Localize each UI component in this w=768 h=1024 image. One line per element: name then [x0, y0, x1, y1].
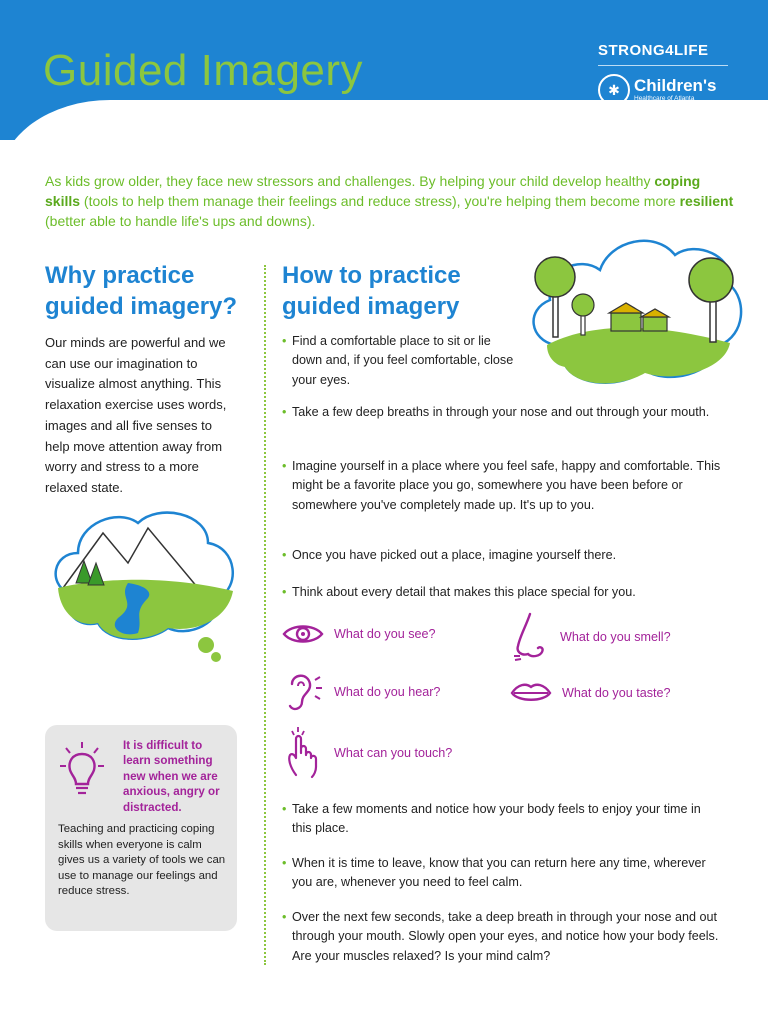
how-section-title: How to practice guided imagery	[282, 262, 461, 320]
list-item: • Once you have picked out a place, imagine yourself there.	[282, 546, 722, 565]
list-item: • Take a few deep breaths in through your nose and out through your mouth.	[282, 403, 722, 422]
logo-children-text: Children's	[634, 76, 717, 95]
intro-text-3: (better able to handle life's ups and downs).	[45, 213, 316, 229]
strong4life-logo	[598, 42, 728, 106]
park-illustration	[525, 225, 745, 395]
list-item: • Take a few moments and notice how your body feels to enjoy your time in this place.	[282, 800, 722, 839]
intro-bold-coping: coping skills	[45, 173, 701, 209]
lips-icon	[510, 680, 552, 706]
sense-smell-label: What do you smell?	[560, 630, 671, 644]
list-item: • When it is time to leave, know that you can return here any time, wherever you are, whenever you need to feel calm.	[282, 854, 722, 893]
column-divider	[264, 265, 266, 965]
eye-icon	[282, 622, 324, 646]
sense-taste-label: What do you taste?	[562, 686, 671, 700]
logo-mark-icon: ✱	[598, 74, 630, 106]
mountain-illustration	[48, 503, 238, 663]
logo-sub-text: Healthcare of Atlanta	[634, 95, 695, 102]
intro-text-1: As kids grow older, they face new stressors and challenges. By helping your child develop healthy	[45, 173, 655, 189]
tip-bold-text: It is difficult to learn something new when we are anxious, angry or distracted.	[123, 739, 220, 814]
tip-body-text: Teaching and practicing coping skills when everyone is calm gives us a variety of tools we can use to manage our feelings and reduce stress.	[58, 823, 226, 898]
list-item: • Imagine yourself in a place where you feel safe, happy and comfortable. This might be a favorite place you go, somewhere you have been before or somewhere you've completely made up. It's up to you.	[282, 457, 722, 515]
sense-smell	[510, 612, 671, 662]
why-section-title: Why practice guided imagery?	[45, 262, 238, 320]
sense-hear-label: What do you hear?	[334, 685, 441, 699]
intro-bold-resilient: resilient	[679, 193, 734, 209]
list-item: • Think about every detail that makes this place special for you.	[282, 583, 722, 602]
childrens-logo	[598, 74, 728, 106]
why-body-text: Our minds are powerful and we can use our imagination to visualize almost anything. This relaxation exercise uses words, images and all five senses to help move attention away from worry and stress to a more relaxed state.	[45, 335, 227, 495]
logo-text	[634, 77, 716, 103]
list-item: • Over the next few seconds, take a deep breath in through your nose and out through your mouth. Slowly open your eyes, and notice how your body feels. Are your muscles relaxed? Is your mind calm?	[282, 908, 722, 966]
hand-touch-icon	[282, 725, 324, 780]
nose-icon	[510, 612, 550, 662]
intro-paragraph	[45, 171, 735, 231]
sense-see-label: What do you see?	[334, 627, 436, 641]
page-title: Guided Imagery	[43, 46, 364, 95]
ear-icon	[282, 670, 324, 714]
sense-see	[282, 622, 436, 646]
logo-strong-text: STRONG4LIFE	[598, 42, 728, 66]
list-item: • Find a comfortable place to sit or lie down and, if you feel comfortable, close your eyes.	[282, 332, 522, 390]
sense-taste	[510, 680, 671, 706]
sense-touch-label: What can you touch?	[334, 745, 453, 760]
intro-text-2: (tools to help them manage their feelings and reduce stress), you're helping them become more	[80, 193, 680, 209]
header-curve	[0, 100, 768, 180]
lightbulb-icon	[58, 740, 106, 800]
sense-touch	[282, 725, 452, 780]
sense-hear	[282, 670, 440, 714]
